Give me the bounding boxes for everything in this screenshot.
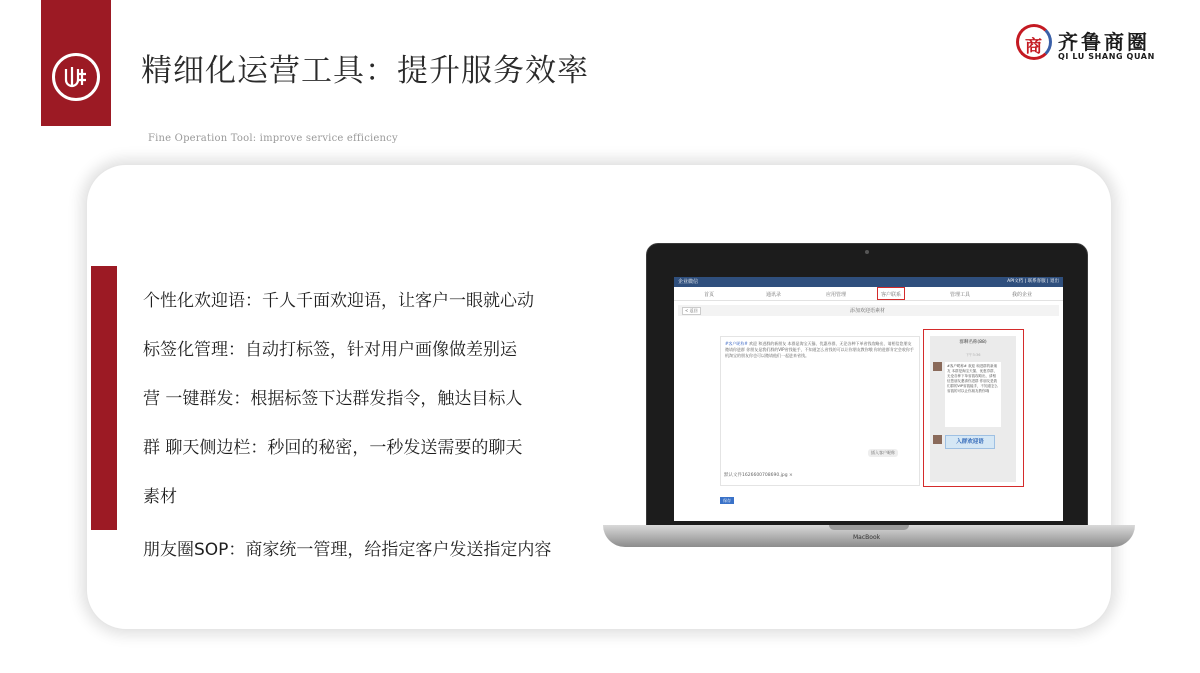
laptop-mockup (603, 243, 1135, 549)
feature-line: 标签化管理：自动打标签，针对用户画像做差别运 (143, 340, 517, 360)
feature-line: 个性化欢迎语：千人千面欢迎语，让客户一眼就心动 (143, 291, 534, 311)
insert-nickname-button[interactable]: 插入客户昵称 (868, 449, 898, 457)
tab-enterprise[interactable]: 我的企业 (1012, 292, 1033, 298)
brand-latin: QI LU SHANG QUAN (1058, 52, 1155, 61)
logo-icon (52, 53, 100, 101)
brand-seal-icon: 商 (1016, 24, 1052, 60)
welcome-editor[interactable] (720, 336, 920, 486)
attachment-file[interactable]: 默认文件1626600708690.jpg × (724, 473, 793, 478)
page-subtitle: Fine Operation Tool: improve service efficiency (148, 133, 398, 144)
app-topbar (674, 277, 1063, 287)
preview-title: 群聊名称(88) (959, 340, 987, 345)
preview-panel (923, 329, 1024, 487)
back-button[interactable]: < 返回 (682, 307, 701, 315)
preview-image: 入群欢迎语 (945, 435, 995, 449)
tab-home[interactable]: 首页 (704, 292, 715, 298)
save-button[interactable]: 保存 (720, 497, 734, 504)
logo-badge (41, 0, 111, 126)
editor-text: 欢迎 和进群的新朋友 本群是淘宝天猫、优惠券群，无论各种下单省钱攻略出，请相信您朋友邀请你进群 你朋友是我们群的VIP省钱能手，不知道怎么省钱的可以让你朋友教你哦 你的进群肯定会收你手机淘宝的朋友你也可以邀请他们一起进来省钱。 (725, 341, 914, 358)
feature-line: 朋友圈SOP：商家统一管理，给指定客户发送指定内容 (143, 540, 552, 560)
feature-line: 群 聊天侧边栏：秒回的秘密，一秒发送需要的聊天 (143, 438, 523, 458)
editor-tag: #客户昵称# (725, 341, 748, 346)
feature-line: 素材 (143, 487, 177, 507)
phone-preview (930, 336, 1016, 482)
feature-line: 营 一键群发：根据标签下达群发指令，触达目标人 (143, 389, 523, 409)
preview-date: 下午3:36 (965, 353, 981, 357)
brand-logo (1012, 22, 1162, 66)
preview-bubble: #客户昵称# 欢迎 和进群的新朋友 本群是淘宝天猫、优惠券群，无论各种下单省钱攻略出，请相信您朋友邀请你进群 你朋友是我们群的VIP省钱能手，不知道怎么省钱的可以让你朋友教你哦 (945, 362, 1001, 427)
laptop-notch (829, 525, 909, 530)
avatar (933, 435, 942, 444)
sub-header (678, 305, 1059, 316)
tab-customer-contact[interactable]: 客户联系 (877, 287, 905, 300)
laptop-bezel (646, 243, 1088, 537)
feature-list (143, 283, 623, 581)
top-links[interactable]: API文档 | 联系客服 | 退出 (1007, 279, 1059, 284)
accent-bar (91, 266, 117, 530)
laptop-label: MacBook (853, 534, 881, 541)
laptop-screen (674, 277, 1063, 521)
tab-apps[interactable]: 应用管理 (826, 292, 847, 298)
app-name: 企业微信 (678, 279, 699, 285)
app-nav (674, 287, 1063, 301)
sub-title: 添加欢迎语素材 (850, 308, 886, 314)
tab-contacts[interactable]: 通讯录 (766, 292, 782, 298)
tab-tools[interactable]: 管理工具 (950, 292, 971, 298)
brand-name: 齐鲁商圈 (1058, 30, 1150, 54)
avatar (933, 362, 942, 371)
page-title: 精细化运营工具：提升服务效率 (141, 53, 589, 89)
camera-icon (865, 250, 869, 254)
